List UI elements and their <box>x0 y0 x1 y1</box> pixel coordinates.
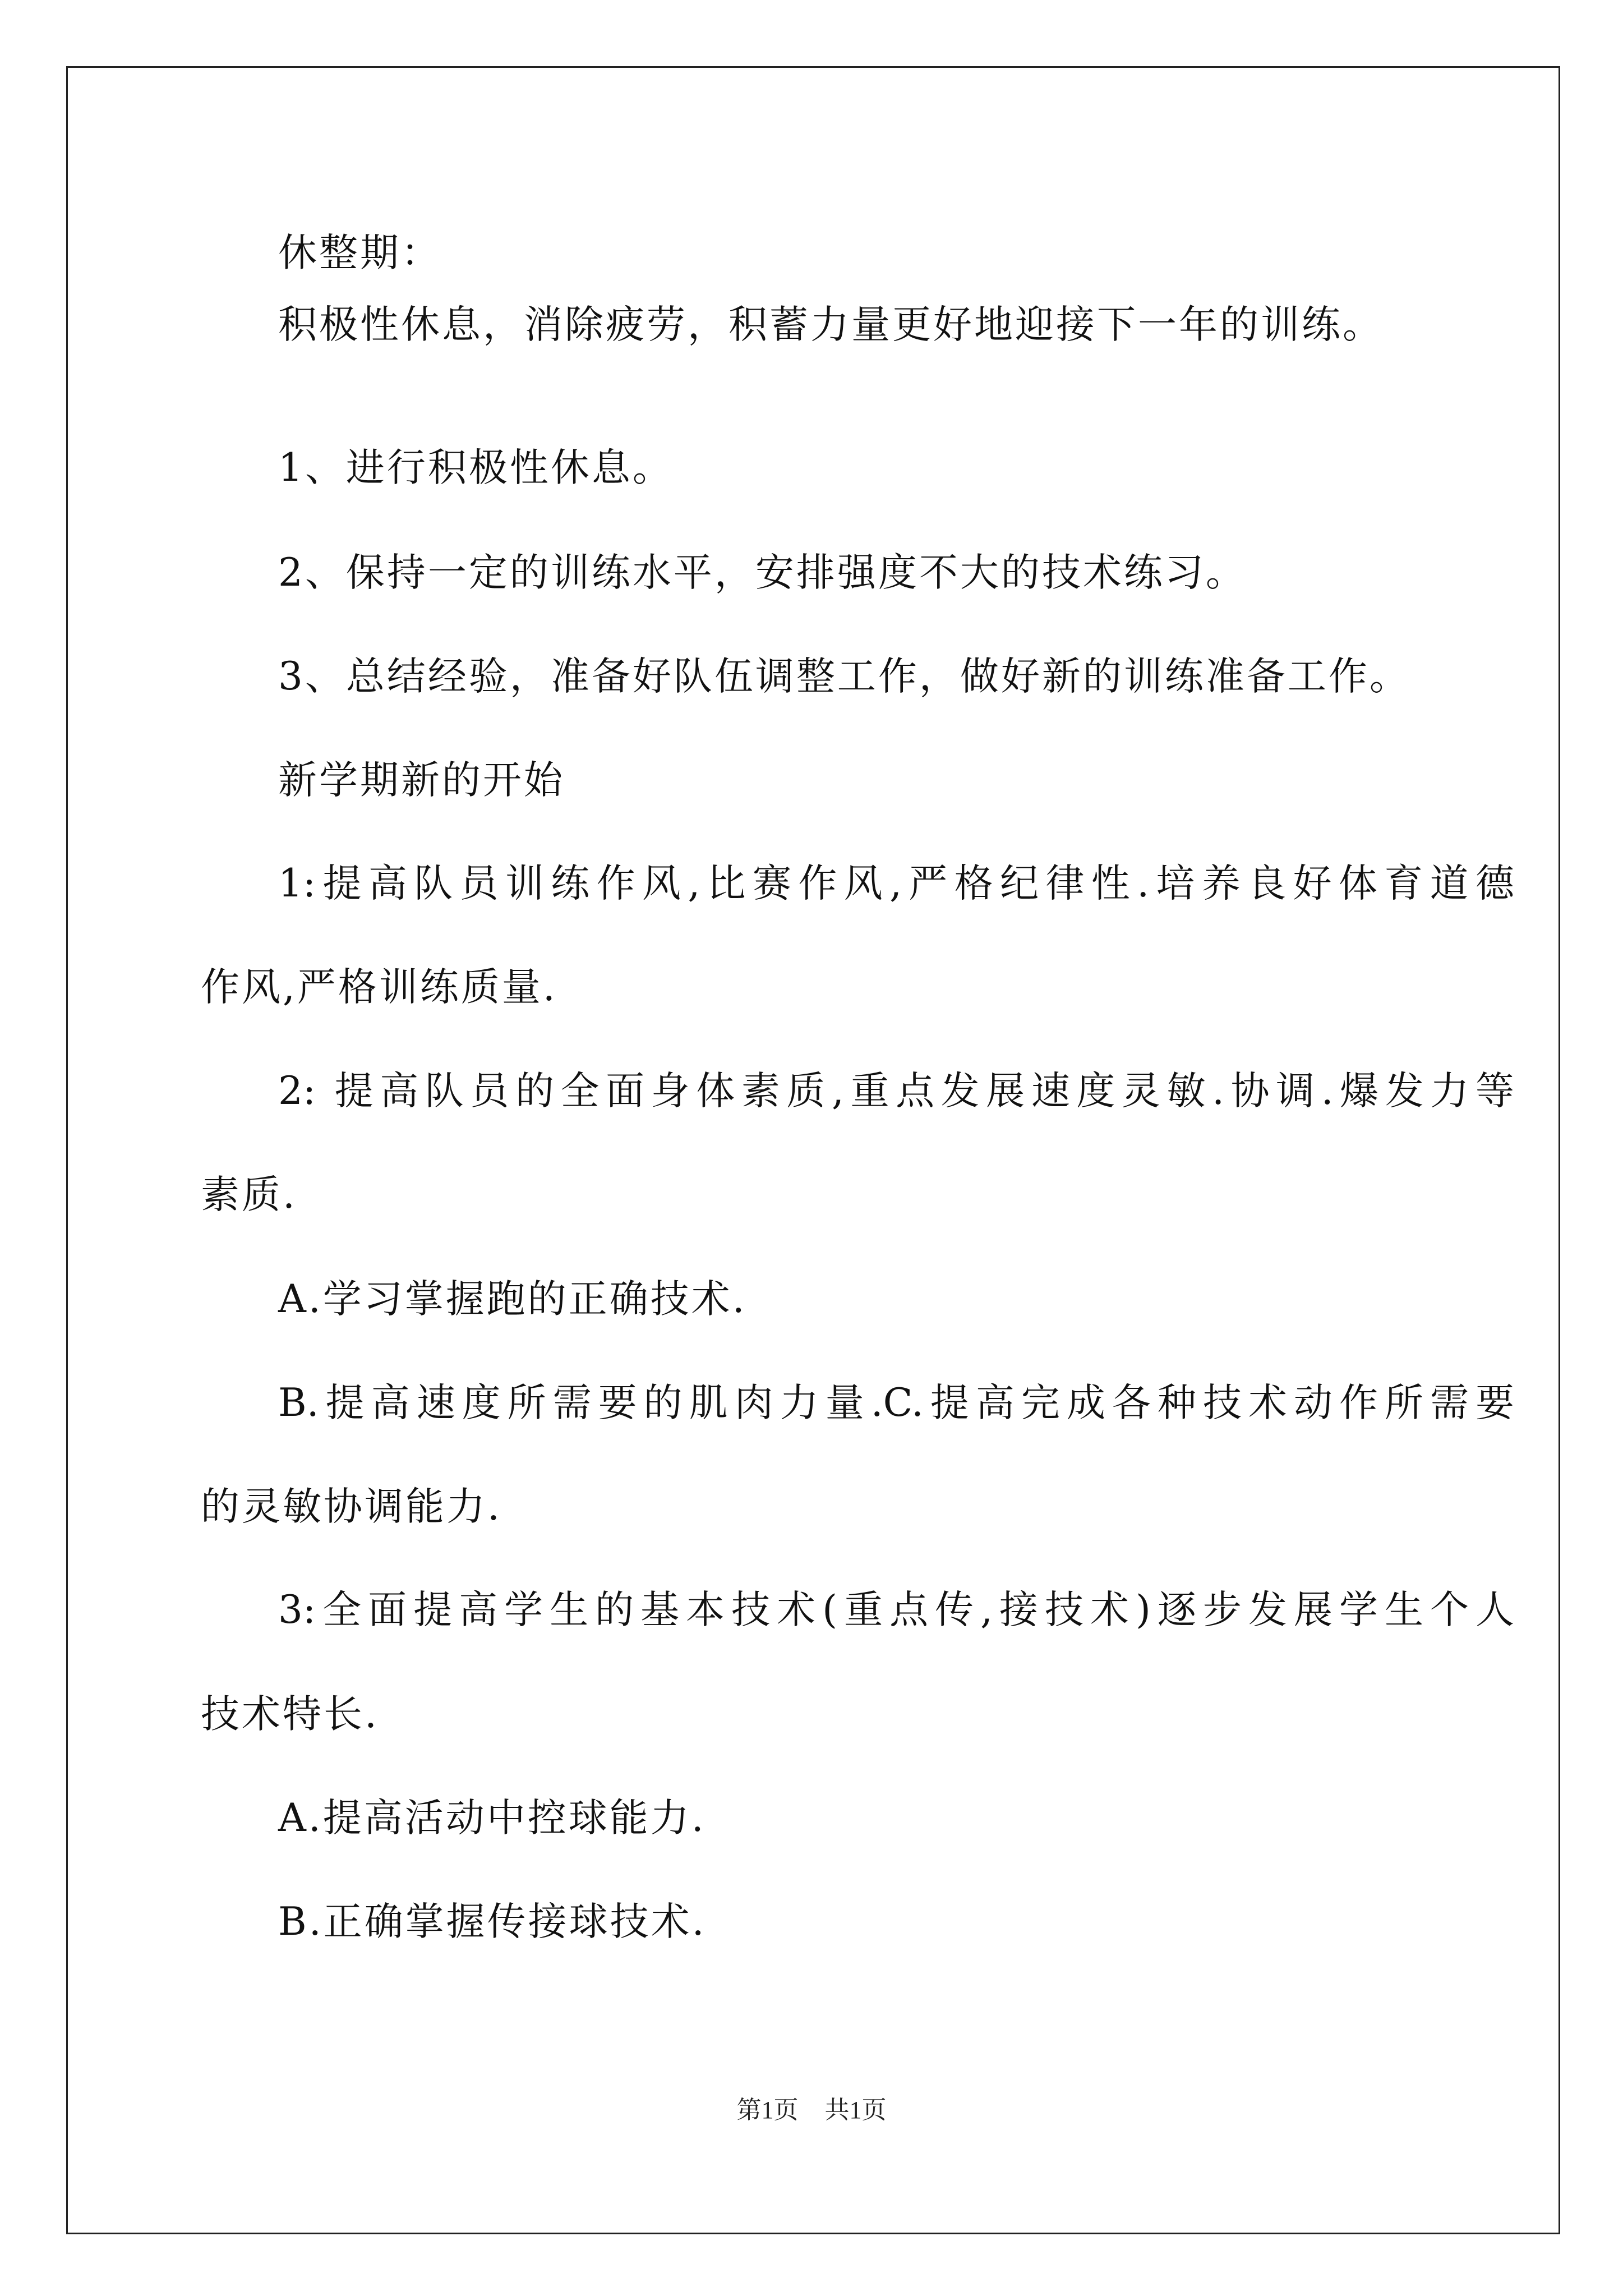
list-item: 2、保持一定的训练水平，安排强度不大的技术练习。 <box>278 550 1247 595</box>
list-item: A.学习掌握跑的正确技术. <box>278 1277 747 1322</box>
heading-rest-period: 休整期： <box>278 231 442 275</box>
paragraph-line: 素质. <box>201 1172 297 1217</box>
paragraph-line: 3:全面提高学生的基本技术(重点传,接技术)逐步发展学生个人 <box>278 1588 1514 1632</box>
list-item: 3、总结经验，准备好队伍调整工作，做好新的训练准备工作。 <box>278 654 1410 699</box>
section-heading: 新学期新的开始 <box>278 758 565 803</box>
list-item: B.正确掌握传接球技术. <box>278 1899 707 1944</box>
list-item: A.提高活动中控球能力. <box>278 1796 706 1841</box>
paragraph-line: 的灵敏协调能力. <box>201 1484 502 1529</box>
list-item: 1、进行积极性休息。 <box>278 445 674 490</box>
paragraph-line: B.提高速度所需要的肌肉力量.C.提高完成各种技术动作所需要 <box>278 1381 1514 1425</box>
page-footer <box>0 2090 1623 2125</box>
paragraph-line: 1:提高队员训练作风,比赛作风,严格纪律性.培养良好体育道德 <box>278 861 1514 906</box>
page-number-total: 共1页 <box>824 2096 887 2124</box>
paragraph-line: 2: 提高队员的全面身体素质,重点发展速度灵敏.协调.爆发力等 <box>278 1069 1514 1114</box>
page-number-current: 第1页 <box>736 2096 799 2124</box>
paragraph-line: 积极性休息，消除疲劳，积蓄力量更好地迎接下一年的训练。 <box>278 302 1384 347</box>
paragraph-line: 作风,严格训练质量. <box>201 965 557 1010</box>
paragraph-line: 技术特长. <box>201 1692 379 1737</box>
